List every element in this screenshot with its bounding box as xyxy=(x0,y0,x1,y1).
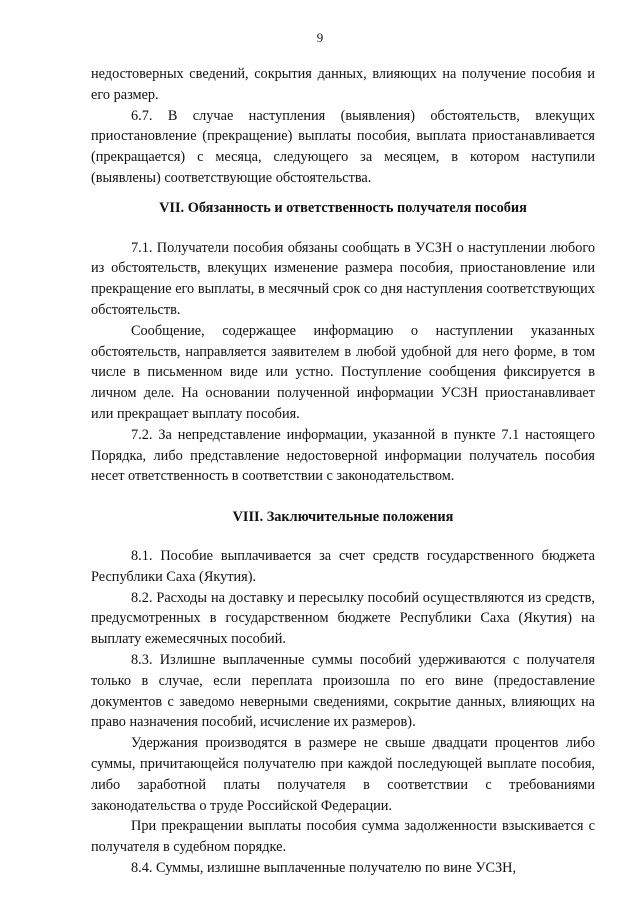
paragraph-continuation: недостоверных сведений, сокрытия данных, влияющих на получение пособия и его размер. xyxy=(91,66,595,103)
paragraph-8-3: 8.3. Излишне выплаченные суммы пособий удерживаются с получателя только в случае, если переплата произошла по его вине (предоставление документов с заведомо неверными сведениями, сокрытие данных, влияющих на право назначения пособий, исчисление их размеров). xyxy=(91,651,595,731)
paragraph-8-4: 8.4. Суммы, излишне выплаченные получателю по вине УСЗН, xyxy=(131,859,517,876)
paragraph-6-7: 6.7. В случае наступления (выявления) обстоятельств, влекущих приостановление (прекращение) выплаты пособия, выплата приостанавливается (прекращается) с месяца, следующего за месяцем, в котором наступили (выявлены) соответствующие обстоятельства. xyxy=(91,107,595,186)
paragraph-8-3-deductions: Удержания производятся в размере не свыше двадцати процентов либо суммы, причитающейся получателю при каждой последующей выплате пособия, либо заработной платы получателя в соответствии с требованиями законодательства о труде Российской Федерации. xyxy=(91,735,595,814)
paragraph-8-2: 8.2. Расходы на доставку и пересылку пособий осуществляются из средств, предусмотренных в государственном бюджете Республики Саха (Якутия) на выплату ежемесячных пособий. xyxy=(91,589,595,648)
paragraph-7-2: 7.2. За непредставление информации, указанной в пункте 7.1 настоящего Порядка, либо представление недостоверной информации получатель пособия несет ответственность в соответствии с законодательством. xyxy=(91,426,595,485)
section-7-heading: VII. Обязанность и ответственность получателя пособия xyxy=(159,199,527,216)
paragraph-7-1-message: Сообщение, содержащее информацию о наступлении указанных обстоятельств, направляется заявителем в любой удобной для него форме, в том числе в письменном виде или устно. Поступление сообщения фиксируется в личном деле. На основании полученной информации УСЗН приостанавливает или прекращает выплату пособия. xyxy=(91,322,595,422)
page-number: 9 xyxy=(316,30,324,45)
paragraph-8-1: 8.1. Пособие выплачивается за счет средств государственного бюджета Республики Саха (Якутия). xyxy=(91,547,595,585)
paragraph-7-1: 7.1. Получатели пособия обязаны сообщать в УСЗН о наступлении любого из обстоятельств, влекущих изменение размера пособия, приостановление или прекращение его выплаты, в месячный срок со дня наступления соответствующих обстоятельств. xyxy=(91,239,595,318)
document-body xyxy=(91,64,595,879)
paragraph-8-3-termination: При прекращении выплаты пособия сумма задолженности взыскивается с получателя в судебном порядке. xyxy=(91,818,595,856)
section-8-heading: VIII. Заключительные положения xyxy=(232,509,454,526)
